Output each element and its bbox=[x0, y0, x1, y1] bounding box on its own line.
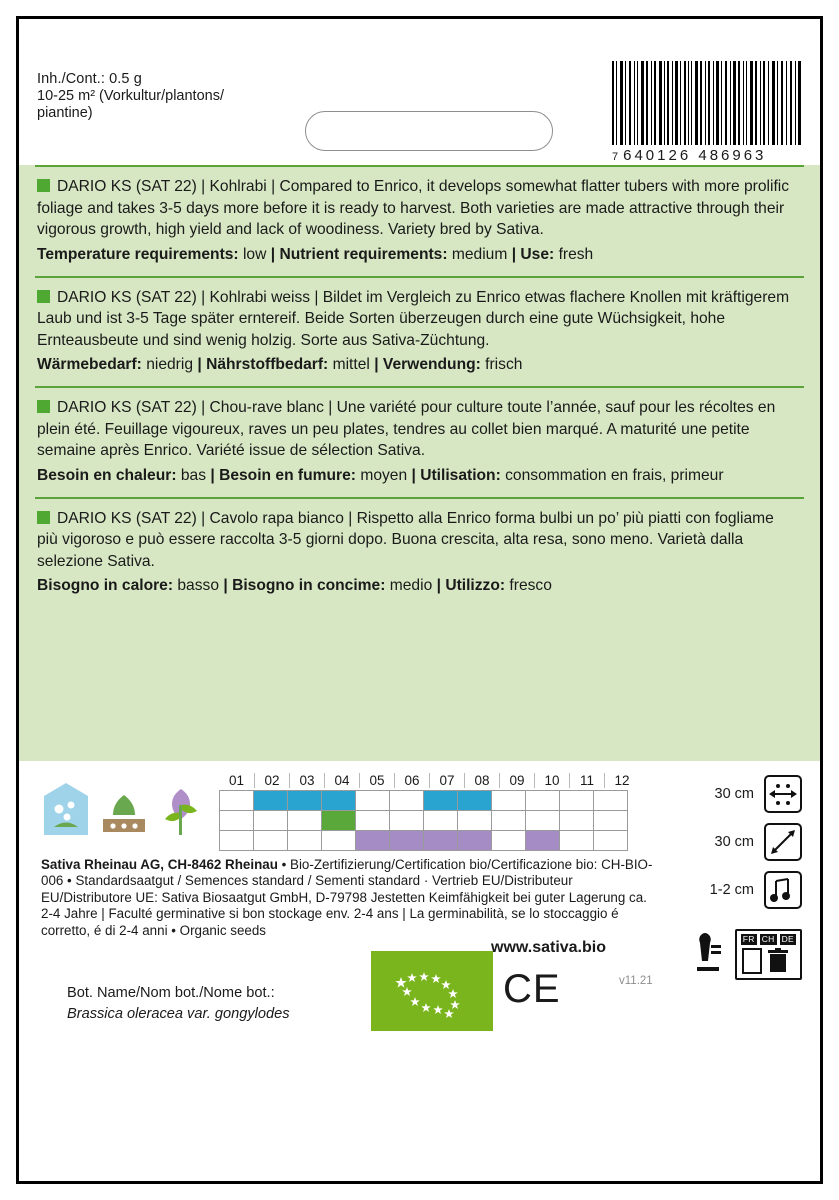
barcode-main-digits: 640126 486963 bbox=[623, 147, 767, 164]
botanical-name-label: Bot. Name/Nom bot./Nome bot.: bbox=[67, 985, 275, 1001]
prop-label-use-fr: Utilisation: bbox=[420, 466, 501, 484]
month-label-07: 07 bbox=[429, 773, 464, 788]
eu-leaf-stars-icon bbox=[371, 951, 493, 1031]
month-label-09: 09 bbox=[499, 773, 534, 788]
plant-distance-icon bbox=[764, 823, 802, 861]
properties-de bbox=[37, 354, 798, 376]
prop-value-nutrient-fr: moyen bbox=[360, 466, 408, 484]
prop-value-use-it: fresco bbox=[509, 577, 552, 594]
direct-sowing-icon bbox=[101, 789, 147, 839]
description-text-de bbox=[37, 287, 798, 352]
description-body-de: DARIO KS (SAT 22) | Kohlrabi weiss | Bildet im Vergleich zu Enrico etwas flachere Knollen mit kräftigerem Laub und ist 3-5 Tage später erntereif. Beide Sorten überzeugen durch eine gute Wüchsigkeit, hohe Ernteausbeute und sind wenig holzig. Sorte aus Sativa-Züchtung. bbox=[37, 288, 790, 349]
website-url[interactable]: www.sativa.bio bbox=[491, 939, 606, 956]
content-quantity bbox=[37, 71, 224, 122]
paper-sheet-icon bbox=[741, 948, 763, 974]
prop-sep-1-fr: | bbox=[210, 466, 215, 484]
month-label-10: 10 bbox=[534, 773, 569, 788]
prop-sep-2-de: | bbox=[374, 356, 379, 373]
flag-de: DE bbox=[781, 934, 794, 944]
prop-value-temperature-it: basso bbox=[177, 577, 219, 594]
sowing-depth-value: 1-2 cm bbox=[709, 882, 754, 898]
prop-label-use-en: Use: bbox=[520, 245, 555, 263]
calendar-grid bbox=[219, 790, 628, 851]
plant-distance-value: 30 cm bbox=[714, 834, 754, 850]
cultivation-pictograms bbox=[41, 779, 205, 839]
description-section-de bbox=[19, 278, 820, 387]
prop-sep-1-de: | bbox=[197, 356, 202, 373]
barcode-number bbox=[610, 147, 806, 164]
month-label-02: 02 bbox=[254, 773, 289, 788]
company-info bbox=[41, 857, 661, 939]
bullet-square-icon bbox=[37, 290, 50, 303]
country-flags bbox=[741, 934, 796, 945]
version-label: v11.21 bbox=[619, 975, 653, 987]
do-not-litter-icon bbox=[687, 929, 729, 975]
prop-sep-1-it: | bbox=[223, 577, 228, 594]
greenhouse-sowing-icon bbox=[41, 779, 91, 839]
month-label-03: 03 bbox=[289, 773, 324, 788]
month-label-12: 12 bbox=[604, 773, 639, 788]
sowing-depth-icon bbox=[764, 871, 802, 909]
prop-label-temperature-de: Wärmebedarf: bbox=[37, 356, 142, 373]
prop-label-nutrient-en: Nutrient requirements: bbox=[279, 245, 448, 263]
prop-sep-2-fr: | bbox=[411, 466, 416, 484]
flag-ch: CH bbox=[761, 934, 775, 944]
content-quantity-line3: piantine) bbox=[37, 105, 93, 121]
company-legal-text: • Bio-Zertifizierung/Certification bio/Certificazione bio: CH-BIO-006 • Standardsaatgut / Semences standard / Sementi standard · Vertrieb EU/Distributeur EU/Distributore UE: Sativa Biosaatgut GmbH, D-79798 Jestetten Keimfähigkeit bei guter Lagerung ca. 2-4 Jahre | Faculté germinative si bon stockage env. 2-4 ans | La germinabilità, se lo stoccaggio é corretto, é di 2-4 anni • Organic seeds bbox=[41, 857, 653, 938]
properties-it bbox=[37, 575, 798, 597]
month-label-06: 06 bbox=[394, 773, 429, 788]
prop-label-use-de: Verwendung: bbox=[382, 356, 481, 373]
prop-label-nutrient-fr: Besoin en fumure: bbox=[219, 466, 356, 484]
disposal-bin-row bbox=[741, 948, 796, 974]
top-band bbox=[19, 19, 820, 165]
properties-fr bbox=[37, 465, 798, 487]
properties-en bbox=[37, 244, 798, 266]
prop-sep-1-en: | bbox=[270, 245, 276, 263]
prop-sep-2-en: | bbox=[511, 245, 517, 263]
month-label-01: 01 bbox=[228, 773, 245, 788]
description-panel bbox=[19, 165, 820, 761]
prop-sep-2-it: | bbox=[436, 577, 441, 594]
description-body-it: DARIO KS (SAT 22) | Cavolo rapa bianco | Rispetto alla Enrico forma bulbi un po’ più piatti con fogliame più vigoroso e può essere raccolta 3-5 giorni dopo. Buona crescita, alta resa, sono meno. Varietà dalla selezione Sativa. bbox=[37, 509, 774, 570]
ce-mark: CE bbox=[503, 967, 561, 1011]
flag-fr: FR bbox=[742, 934, 755, 944]
prop-label-nutrient-it: Bisogno in concime: bbox=[232, 577, 386, 594]
prop-value-nutrient-en: medium bbox=[451, 245, 508, 263]
month-label-04: 04 bbox=[324, 773, 359, 788]
prop-value-nutrient-de: mittel bbox=[332, 356, 370, 373]
prop-value-temperature-de: niedrig bbox=[146, 356, 194, 373]
barcode bbox=[610, 61, 806, 164]
bullet-square-icon bbox=[37, 179, 50, 192]
description-section-en bbox=[19, 167, 820, 276]
prop-value-use-de: frisch bbox=[485, 356, 523, 373]
bullet-square-icon bbox=[37, 511, 50, 524]
sowing-calendar bbox=[219, 773, 639, 851]
description-body-fr: DARIO KS (SAT 22) | Chou-rave blanc | Une variété pour culture toute l’année, sauf pour les récoltes en plein été. Feuillage vigoureux, raves un peu plates, tendres au collet bien marqué. A maturité une petite semaine après Enrico. Variété issue de sélection Sativa. bbox=[37, 399, 776, 459]
description-text-fr bbox=[37, 397, 798, 462]
sowing-depth bbox=[700, 871, 802, 909]
barcode-lead-digit: 7 bbox=[612, 151, 620, 163]
country-disposal-box bbox=[735, 929, 802, 980]
description-text-it bbox=[37, 508, 798, 573]
prop-label-nutrient-de: Nährstoffbedarf: bbox=[206, 356, 329, 373]
prop-label-temperature-it: Bisogno in calore: bbox=[37, 577, 174, 594]
plant-distance bbox=[700, 823, 802, 861]
transplanting-icon bbox=[157, 785, 205, 839]
row-distance bbox=[700, 775, 802, 813]
calendar-month-header bbox=[219, 773, 639, 788]
bottom-info-area bbox=[19, 761, 820, 1181]
calendar-row-sowing bbox=[220, 791, 628, 811]
rounded-label-field bbox=[305, 111, 553, 151]
waste-bin-icon bbox=[767, 948, 789, 974]
disposal-icons bbox=[687, 929, 802, 980]
description-text-en bbox=[37, 176, 798, 241]
prop-value-use-fr: consommation en frais, primeur bbox=[505, 466, 724, 484]
prop-label-temperature-en: Temperature requirements: bbox=[37, 245, 239, 263]
prop-value-temperature-en: low bbox=[242, 245, 267, 263]
botanical-name bbox=[67, 983, 290, 1025]
prop-value-temperature-fr: bas bbox=[180, 466, 207, 484]
month-label-08: 08 bbox=[464, 773, 499, 788]
company-name: Sativa Rheinau AG, CH-8462 Rheinau bbox=[41, 857, 278, 872]
row-distance-value: 30 cm bbox=[714, 786, 754, 802]
green-panel-filler bbox=[19, 607, 820, 757]
seed-packet-back bbox=[16, 16, 823, 1184]
calendar-row-harvest bbox=[220, 831, 628, 851]
month-label-11: 11 bbox=[569, 773, 604, 788]
content-quantity-line1: Inh./Cont.: 0.5 g bbox=[37, 71, 142, 87]
description-section-it bbox=[19, 499, 820, 608]
content-quantity-line2: 10-25 m² (Vorkultur/plantons/ bbox=[37, 88, 224, 104]
prop-label-use-it: Utilizzo: bbox=[445, 577, 506, 594]
prop-label-temperature-fr: Besoin en chaleur: bbox=[37, 466, 177, 484]
prop-value-use-en: fresh bbox=[558, 245, 594, 263]
bullet-square-icon bbox=[37, 400, 50, 413]
month-label-05: 05 bbox=[359, 773, 394, 788]
prop-value-nutrient-it: medio bbox=[389, 577, 433, 594]
description-section-fr bbox=[19, 388, 820, 497]
row-distance-icon bbox=[764, 775, 802, 813]
barcode-bars bbox=[610, 61, 802, 145]
description-body-en: DARIO KS (SAT 22) | Kohlrabi | Compared to Enrico, it develops somewhat flatter tubers with more prolific foliage and takes 3-5 days more before it is ready to harvest. Both varieties are made attractive through their vigorous growth, high yield and lack of woodiness. Variety bred by Sativa. bbox=[37, 178, 790, 238]
botanical-name-value: Brassica oleracea var. gongylodes bbox=[67, 1006, 290, 1022]
calendar-row-planting bbox=[220, 811, 628, 831]
eu-organic-logo bbox=[371, 951, 493, 1031]
